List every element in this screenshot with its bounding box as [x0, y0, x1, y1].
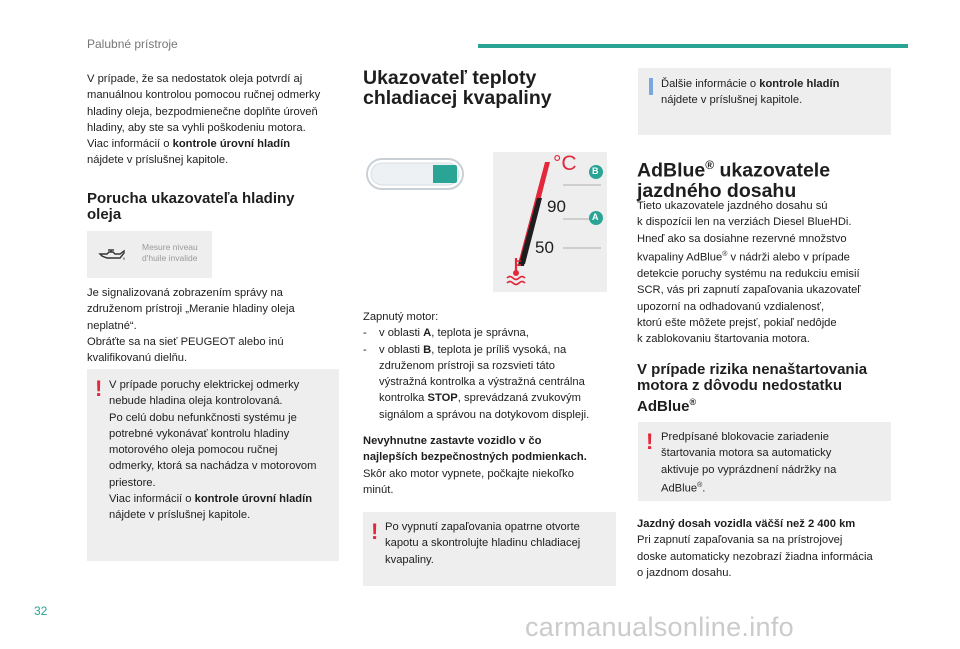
- middle-stop-notice: [363, 433, 625, 498]
- text-line: minút.: [363, 483, 394, 496]
- text-line: V prípade poruchy elektrickej odmerky: [109, 379, 300, 391]
- oil-can-icon: [98, 248, 126, 264]
- text-line: motorového oleja pomocou ručnej: [109, 444, 278, 457]
- text-run: AdBlue: [661, 482, 698, 495]
- gauge-label-b: B: [592, 166, 599, 176]
- warning-icon: !: [371, 519, 379, 544]
- heading-line: V prípade rizika nenaštartovania: [637, 361, 868, 378]
- text-line: ktorú ešte môžete prejsť, pokiaľ nedôjde: [637, 316, 837, 329]
- warning-icon: !: [95, 376, 103, 401]
- list-dash: -: [363, 343, 367, 356]
- gauge-bar-graphic: [363, 151, 473, 201]
- list-dash: -: [363, 327, 367, 340]
- bold-term: B: [423, 343, 432, 356]
- text-line: [637, 516, 899, 532]
- text-run: .: [702, 482, 706, 495]
- heading-line: [637, 394, 899, 415]
- text-line: doske automaticky nezobrazí žiadna informácia: [637, 550, 873, 563]
- heading-line: [637, 155, 899, 181]
- text-run: kvapaliny AdBlue: [637, 251, 723, 264]
- bold-line: Nevyhnutne zastavte vozidlo v čo: [363, 435, 542, 447]
- text-line: detekcie poruchy systému na redukciu emisií: [637, 267, 860, 280]
- text-line: štartovania motora sa automaticky: [661, 447, 832, 460]
- display-message: [142, 242, 198, 264]
- gauge-mark-50: 50: [535, 238, 554, 257]
- right-range-notice: [637, 516, 899, 581]
- text-run: Ďalšie informácie o: [661, 78, 760, 90]
- text-line: [661, 76, 891, 92]
- text-line: hladiny oleja, bezpodmienečne doplňte úroveň: [87, 105, 318, 118]
- text-line: aktivuje po vyprázdnení nádržky na: [661, 463, 837, 476]
- text-line: [637, 247, 899, 266]
- text-line: združenom prístroji „Meranie hladiny oleja: [87, 303, 295, 316]
- heading-line: motora z dôvodu nedostatku: [637, 377, 843, 394]
- text-line: [379, 390, 625, 406]
- text-line: Tieto ukazovatele jazdného dosahu sú: [637, 200, 828, 212]
- heading-run: ukazovatele: [714, 159, 831, 182]
- text-line: Je signalizovaná zobrazením správy na: [87, 287, 283, 299]
- heading-run: AdBlue: [637, 159, 706, 182]
- text-line: združenom prístroji sa rozsvieti táto: [379, 359, 555, 372]
- left-intro: [87, 71, 349, 169]
- list-item: [363, 325, 625, 341]
- text-run: v oblasti: [379, 327, 424, 340]
- text-line: odmerky, ktorá sa nachádza v motorovom: [109, 460, 317, 473]
- list-item: [363, 342, 625, 423]
- section-heading: [87, 191, 349, 223]
- text-line: [109, 491, 339, 507]
- warning-box: [87, 369, 339, 561]
- section-heading: [363, 68, 623, 108]
- heading-line: chladiacej kvapaliny: [363, 87, 552, 109]
- text-line: [363, 433, 625, 449]
- bold-term: kontrole úrovní hladín: [194, 493, 313, 506]
- text-line: priestore.: [109, 476, 156, 489]
- text-line: [87, 136, 349, 152]
- text-run: , sprevádzaná zvukovým: [457, 392, 581, 405]
- text-line: Po celú dobu nefunkčnosti systému je: [109, 411, 297, 424]
- text-line: V prípade, že sa nedostatok oleja potvrdí aj: [87, 73, 303, 85]
- text-line: neplatné“.: [87, 319, 137, 332]
- bold-term: A: [423, 327, 432, 340]
- text-line: nebude hladina oleja kontrolovaná.: [109, 395, 283, 408]
- section-heading: [637, 362, 899, 415]
- heading-line: jazdného dosahu: [637, 179, 797, 202]
- text-line: Zapnutý motor:: [363, 311, 439, 323]
- gauge-bar-image: [363, 151, 473, 201]
- text-line: k zablokovaniu štartovania motora.: [637, 333, 810, 346]
- bold-term: kontrole úrovní hladín: [172, 138, 291, 151]
- page-number: 32: [34, 604, 48, 618]
- text-line: signálom a správou na dotykovom displeji.: [379, 408, 590, 421]
- text-line: Obráťte sa na sieť PEUGEOT alebo inú: [87, 335, 284, 348]
- gauge-label-a: A: [592, 212, 599, 222]
- heading-run: AdBlue: [637, 398, 690, 415]
- display-line: d'huile invalide: [142, 253, 198, 263]
- status-list: [363, 325, 625, 423]
- watermark: carmanualsonline.info: [525, 612, 794, 642]
- registered-mark: ®: [705, 158, 715, 172]
- section-heading: [637, 155, 899, 201]
- temperature-gauge-image: [493, 152, 607, 292]
- text-line: SCR, vás pri zapnutí zapaľovania ukazovateľ: [637, 284, 861, 297]
- text-line: nájdete v príslušnej kapitole.: [109, 509, 251, 522]
- left-body: [87, 285, 349, 366]
- text-line: kapotu a skontrolujte hladinu chladiacej: [385, 537, 581, 550]
- heading-line: Ukazovateľ teploty: [363, 67, 537, 89]
- text-line: Skôr ako motor vypnete, počkajte niekoľko: [363, 467, 574, 480]
- info-icon: [649, 78, 653, 95]
- warning-icon: !: [646, 429, 654, 454]
- heading-line: Porucha ukazovateľa hladiny: [87, 190, 295, 207]
- section-title: Palubné prístroje: [87, 37, 178, 51]
- text-line: potrebné vykonávať kontrolu hladiny: [109, 427, 290, 440]
- text-line: [661, 478, 891, 497]
- bold-line: Jazdný dosah vozidla väčší než 2 400 km: [637, 518, 856, 530]
- middle-body: [363, 309, 625, 423]
- text-line: výstražná kontrolka a výstražná centrálna: [379, 376, 585, 389]
- text-line: Po vypnutí zapaľovania opatrne otvorte: [385, 521, 580, 533]
- text-line: hladiny, aby ste sa vyhli poškodeniu motora.: [87, 121, 306, 134]
- warning-box: [638, 422, 891, 501]
- text-line: k dispozícii len na verziách Diesel BlueHDi.: [637, 216, 852, 229]
- text-run: , teplota je príliš vysoká, na: [431, 343, 567, 356]
- text-run: Viac informácií o: [87, 138, 173, 151]
- text-run: kontrolka: [379, 392, 428, 405]
- oil-display-image: [87, 231, 212, 278]
- text-line: [363, 449, 625, 465]
- text-line: o jazdnom dosahu.: [637, 566, 732, 579]
- text-line: manuálnou kontrolou pomocou ručnej odmerky: [87, 89, 321, 102]
- text-line: kvalifikovanú dielňu.: [87, 352, 188, 365]
- info-box: [638, 68, 891, 135]
- temperature-gauge-graphic: [493, 152, 607, 292]
- registered-mark: ®: [722, 250, 728, 258]
- text-line: upozorní na odhadovanú vzdialenosť,: [637, 300, 825, 313]
- text-run: , teplota je správna,: [431, 327, 529, 340]
- warning-box: [363, 512, 616, 586]
- text-line: nájdete v príslušnej kapitole.: [661, 94, 803, 107]
- text-run: v oblasti: [379, 343, 424, 356]
- text-line: kvapaliny.: [385, 553, 434, 566]
- text-run: v nádrži alebo v prípade: [727, 251, 850, 264]
- registered-mark: ®: [697, 481, 703, 489]
- text-line: Pri zapnutí zapaľovania sa na prístrojovej: [637, 534, 843, 547]
- gauge-mark-90: 90: [547, 197, 566, 216]
- display-line: Mesure niveau: [142, 242, 198, 252]
- text-run: Viac informácií o: [109, 493, 195, 506]
- registered-mark: ®: [689, 397, 697, 407]
- text-line: Predpísané blokovacie zariadenie: [661, 431, 829, 443]
- bold-line: najlepších bezpečnostných podmienkach.: [363, 451, 587, 464]
- heading-line: oleja: [87, 206, 122, 223]
- header-rule: [478, 44, 908, 48]
- text-line: Hneď ako sa dosiahne rezervné množstvo: [637, 232, 847, 245]
- right-body: [637, 198, 899, 347]
- text-line: nájdete v príslušnej kapitole.: [87, 154, 229, 167]
- bold-term: kontrole hladín: [759, 78, 840, 90]
- gauge-unit-label: °C: [553, 152, 577, 175]
- bold-term: STOP: [427, 392, 458, 405]
